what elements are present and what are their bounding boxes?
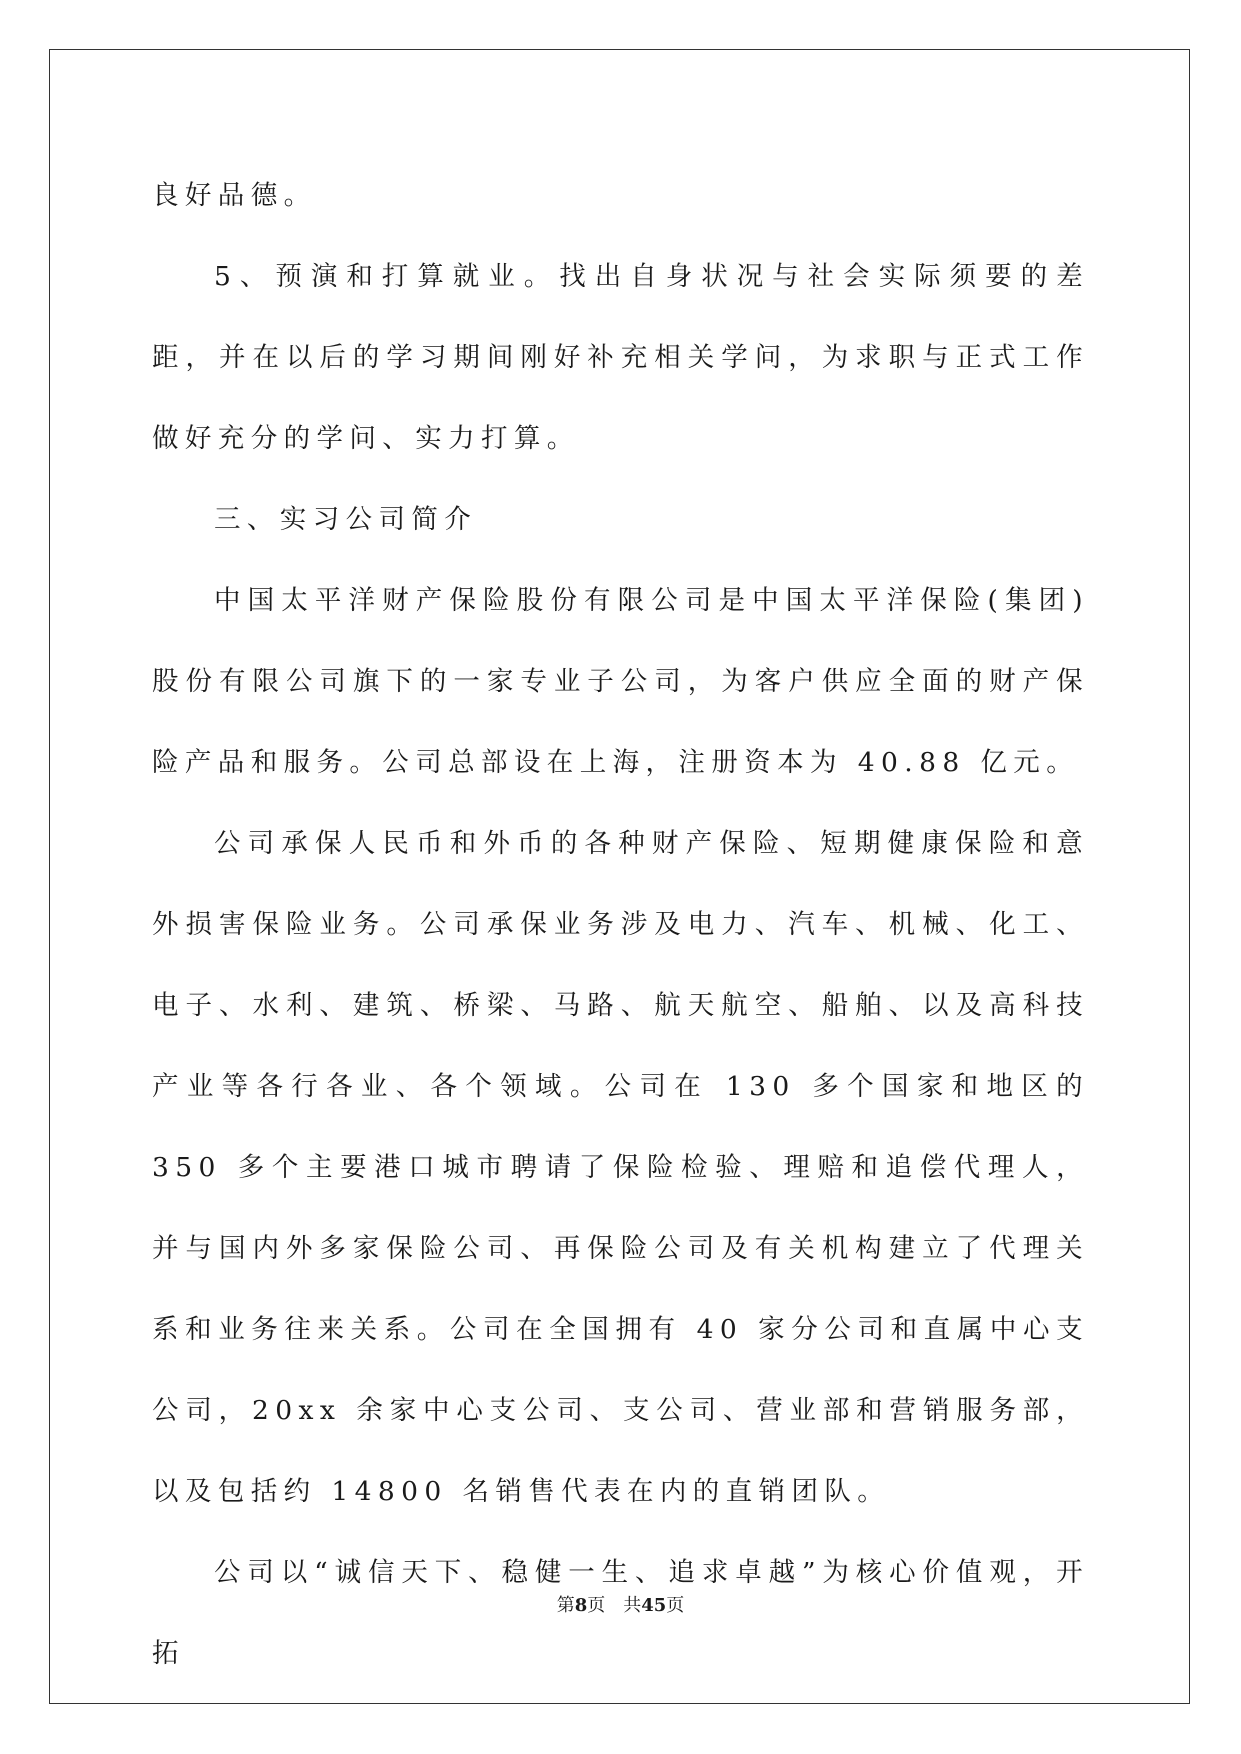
document-body bbox=[152, 155, 1089, 1694]
paragraph-item-5: 5、预演和打算就业。找出自身状况与社会实际须要的差距，并在以后的学习期间刚好补充相关学问，为求职与正式工作做好充分的学问、实力打算。 bbox=[152, 261, 1089, 454]
current-page-number: 8 bbox=[574, 1595, 588, 1616]
paragraph-company-intro: 中国太平洋财产保险股份有限公司是中国太平洋保险(集团)股份有限公司旗下的一家专业子公司，为客户供应全面的财产保险产品和服务。公司总部设在上海，注册资本为 40.88 亿元。 bbox=[152, 585, 1089, 778]
total-pages-number: 45 bbox=[641, 1595, 667, 1616]
footer-suffix-current: 页 bbox=[587, 1595, 606, 1616]
footer-prefix-total: 共 bbox=[623, 1595, 642, 1616]
paragraph-company-values: 公司以“诚信天下、稳健一生、追求卓越”为核心价值观，开拓 bbox=[152, 1557, 1089, 1669]
page-footer bbox=[0, 1594, 1241, 1618]
footer-suffix-total: 页 bbox=[666, 1595, 685, 1616]
paragraph-continuation: 良好品德。 bbox=[152, 180, 317, 211]
paragraph-company-business: 公司承保人民币和外币的各种财产保险、短期健康保险和意外损害保险业务。公司承保业务涉及电力、汽车、机械、化工、电子、水利、建筑、桥梁、马路、航天航空、船舶、以及高科技产业等各行各业、各个领域。公司在 130 多个国家和地区的 350 多个主要港口城市聘请了保险检验、理赔和追偿代理人，并与国内外多家保险公司、再保险公司及有关机构建立了代理关系和业务往来关系。公司在全国拥有 40 家分公司和直属中心支公司，20xx 余家中心支公司、支公司、营业部和营销服务部，以及包括约 14800 名销售代表在内的直销团队。 bbox=[152, 828, 1089, 1507]
section-heading: 三、实习公司简介 bbox=[214, 504, 478, 535]
footer-prefix-current: 第 bbox=[556, 1595, 575, 1616]
